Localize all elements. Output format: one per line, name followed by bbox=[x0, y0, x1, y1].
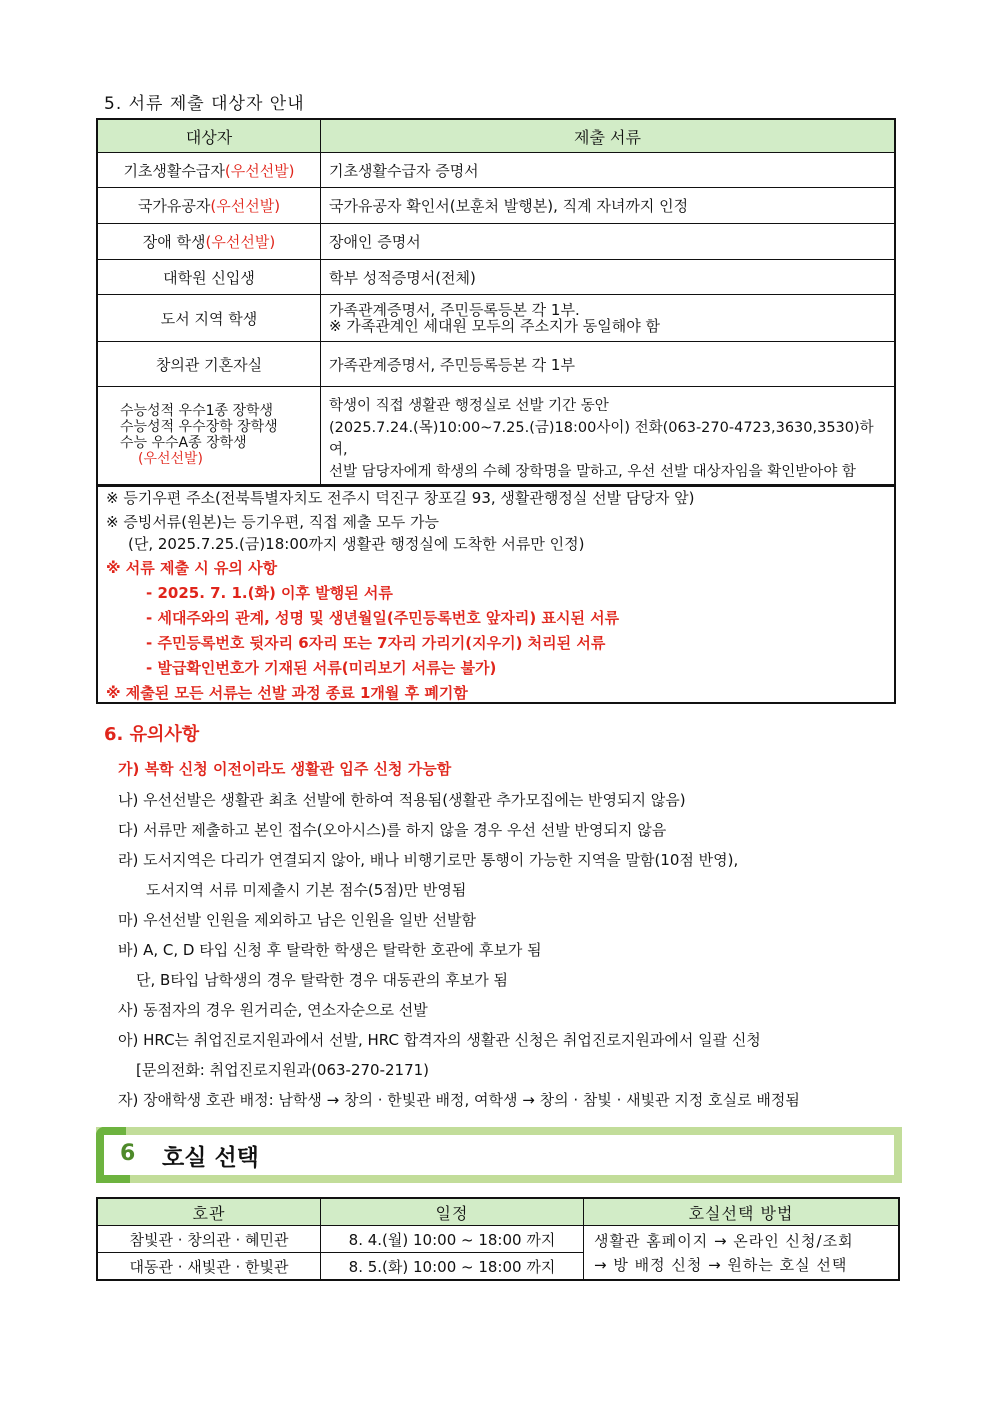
table-row bbox=[97, 295, 895, 342]
caution-item: 나) 우선선발은 생활관 최초 선발에 한하여 적용됨(생활관 추가모집에는 반영되지 않음) bbox=[118, 791, 686, 809]
caution-item: 바) A, C, D 타입 신청 후 탈락한 학생은 탈락한 호관에 후보가 됨 bbox=[118, 941, 542, 959]
banner-title: 호실 선택 bbox=[162, 1145, 259, 1171]
priority-label: (우선선발) bbox=[138, 451, 204, 468]
doc-line: ※ 가족관계인 세대원 모두의 주소지가 동일해야 함 bbox=[329, 317, 660, 335]
caution-item: 다) 서류만 제출하고 본인 접수(오아시스)를 하지 않을 경우 우선 선발 반영되지 않음 bbox=[118, 821, 667, 839]
method-cell bbox=[584, 1226, 900, 1281]
target-line: 수능 우수A종 장학생 bbox=[120, 435, 247, 452]
target-cell: 창의관 기혼자실 bbox=[97, 342, 321, 387]
table-row bbox=[97, 224, 895, 260]
note-line: ※ 증빙서류(원본)는 등기우편, 직접 제출 모두 가능 bbox=[106, 513, 439, 531]
target-line: 수능성적 우수1종 장학생 bbox=[120, 403, 274, 420]
banner-accent bbox=[96, 1127, 126, 1135]
doc-line: 선발 담당자에게 학생의 수혜 장학명을 말하고, 우선 선발 대상자임을 확인받아야 함 bbox=[329, 464, 856, 481]
note-line: ※ 제출된 모든 서류는 선발 과정 종료 1개월 후 폐기함 bbox=[106, 684, 468, 702]
target-cell: 도서 지역 학생 bbox=[97, 295, 321, 342]
target-cell: 기초생활수급자(우선선발) bbox=[97, 153, 321, 188]
header-method: 호실선택 방법 bbox=[584, 1198, 900, 1226]
header-target: 대상자 bbox=[97, 119, 321, 153]
caution-item: 단, B타입 남학생의 경우 탈락한 경우 대동관의 후보가 됨 bbox=[136, 971, 508, 989]
documents-cell: 학부 성적증명서(전체) bbox=[321, 260, 896, 295]
note-line: ※ 등기우편 주소(전북특별자치도 전주시 덕진구 창포길 93, 생활관행정실 선발 담당자 앞) bbox=[106, 489, 695, 507]
table-row bbox=[97, 1226, 899, 1253]
schedule-cell: 8. 4.(월) 10:00 ~ 18:00 까지 bbox=[321, 1226, 584, 1253]
halls-cell: 대동관 · 새빛관 · 한빛관 bbox=[97, 1253, 321, 1281]
halls-cell: 참빛관 · 창의관 · 혜민관 bbox=[97, 1226, 321, 1253]
documents-cell: 장애인 증명서 bbox=[321, 224, 896, 260]
caution-item: 가) 복학 신청 이전이라도 생활관 입주 신청 가능함 bbox=[118, 760, 452, 778]
note-line: - 2025. 7. 1.(화) 이후 발행된 서류 bbox=[146, 584, 393, 602]
table-row bbox=[97, 260, 895, 295]
documents-table bbox=[96, 118, 896, 486]
section6-title: 6. 유의사항 bbox=[104, 724, 200, 745]
target-cell: 국가유공자(우선선발) bbox=[97, 188, 321, 224]
doc-line: 가족관계증명서, 주민등록등본 각 1부. bbox=[329, 301, 580, 319]
documents-cell: 가족관계증명서, 주민등록등본 각 1부 bbox=[321, 342, 896, 387]
header-schedule: 일정 bbox=[321, 1198, 584, 1226]
doc-line: 학생이 직접 생활관 행정실로 선발 기간 동안 bbox=[329, 398, 609, 415]
doc-line: (2025.7.24.(목)10:00~7.25.(금)18:00사이) 전화(063-270-4723,3630,3530)하여, bbox=[329, 420, 874, 459]
caution-item: 마) 우선선발 인원을 제외하고 남은 인원을 일반 선발함 bbox=[118, 911, 477, 929]
room-selection-banner bbox=[96, 1127, 902, 1183]
schedule-cell: 8. 5.(화) 10:00 ~ 18:00 까지 bbox=[321, 1253, 584, 1281]
target-cell: 장애 학생(우선선발) bbox=[97, 224, 321, 260]
method-line: → 방 배정 신청 → 원하는 호실 선택 bbox=[594, 1255, 848, 1274]
target-line: 수능성적 우수장학 장학생 bbox=[120, 419, 278, 436]
documents-cell: 국가유공자 확인서(보훈처 발행본), 직계 자녀까지 인정 bbox=[321, 188, 896, 224]
caution-item: 라) 도서지역은 다리가 연결되지 않아, 배나 비행기로만 통행이 가능한 지역을 말함(10점 반영), bbox=[118, 851, 739, 869]
note-line: - 발급확인번호가 기재된 서류(미리보기 서류는 불가) bbox=[146, 659, 497, 677]
caution-item: 아) HRC는 취업진로지원과에서 선발, HRC 합격자의 생활관 신청은 취업진로지원과에서 일괄 신청 bbox=[118, 1031, 761, 1049]
method-line: 생활관 홈페이지 → 온라인 신청/조회 bbox=[594, 1231, 854, 1250]
section5-title: 5. 서류 제출 대상자 안내 bbox=[104, 94, 305, 114]
documents-cell: 기초생활수급자 증명서 bbox=[321, 153, 896, 188]
target-cell: 대학원 신입생 bbox=[97, 260, 321, 295]
target-cell bbox=[97, 387, 321, 485]
note-line: - 세대주와의 관계, 성명 및 생년월일(주민등록번호 앞자리) 표시된 서류 bbox=[146, 609, 620, 627]
table-row bbox=[97, 387, 895, 485]
documents-cell bbox=[321, 387, 896, 485]
documents-cell bbox=[321, 295, 896, 342]
caution-item: [문의전화: 취업진로지원과(063-270-2171) bbox=[136, 1061, 430, 1079]
table-row bbox=[97, 188, 895, 224]
header-halls: 호관 bbox=[97, 1198, 321, 1226]
caution-item: 도서지역 서류 미제출시 기본 점수(5점)만 반영됨 bbox=[146, 881, 467, 899]
table-row bbox=[97, 342, 895, 387]
header-documents: 제출 서류 bbox=[321, 119, 896, 153]
banner-accent bbox=[96, 1175, 130, 1183]
caution-item: 자) 장애학생 호관 배정: 남학생 → 창의 · 한빛관 배정, 여학생 → 창의 · 참빛 · 새빛관 지정 호실로 배정됨 bbox=[118, 1091, 800, 1109]
caution-item: 사) 동점자의 경우 원거리순, 연소자순으로 선발 bbox=[118, 1001, 428, 1019]
note-line: ※ 서류 제출 시 유의 사항 bbox=[106, 559, 278, 577]
banner-number: 6 bbox=[120, 1141, 136, 1166]
notes-box bbox=[96, 485, 896, 704]
table-row bbox=[97, 153, 895, 188]
note-line: - 주민등록번호 뒷자리 6자리 또는 7자리 가리기(지우기) 처리된 서류 bbox=[146, 634, 606, 652]
note-line: (단, 2025.7.25.(금)18:00까지 생활관 행정실에 도착한 서류만 인정) bbox=[128, 535, 585, 553]
room-selection-table bbox=[96, 1197, 900, 1281]
